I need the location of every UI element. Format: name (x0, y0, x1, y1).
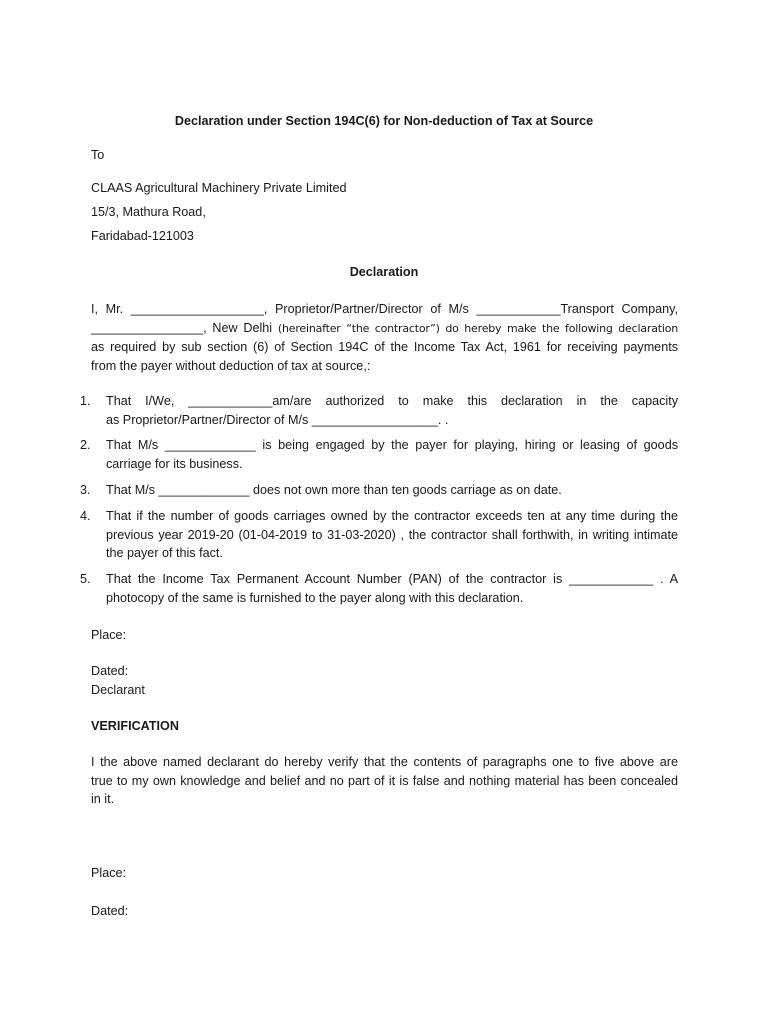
list-item-body (106, 436, 678, 473)
place-label: Place: (91, 628, 127, 642)
list-item-line: That the Income Tax Permanent Account Number (PAN) of the contractor is ____________ . A (106, 572, 678, 586)
verification-heading: VERIFICATION (91, 719, 179, 733)
intro-line-2-part-2: (hereinafter “the contractor”) do hereby make the following declaration (277, 321, 679, 335)
intro-line-2 (91, 319, 678, 339)
intro-line-3: as required by sub section (6) of Section 194C of the Income Tax Act, 1961 for receiving payments (91, 340, 678, 354)
verification-line-1: I the above named declarant do hereby verify that the contents of paragraphs one to five above are (91, 755, 678, 769)
verification-line-3: in it. (91, 792, 115, 806)
address-line-2: 15/3, Mathura Road, (91, 205, 206, 219)
place-label-2: Place: (91, 866, 127, 880)
intro-paragraph (91, 300, 678, 375)
dated-label: Dated: (91, 664, 129, 678)
intro-line-4: from the payer without deduction of tax at source,: (91, 358, 371, 373)
declarant-label: Declarant (91, 683, 145, 697)
list-item-line: previous year 2019-20 (01-04-2019 to 31-03-2020) , the contractor shall forthwith, in writing intimate (106, 527, 678, 542)
list-item-number: 2. (80, 438, 91, 452)
list-item-line: That M/s _____________ is being engaged by the payer for playing, hiring or leasing of goods (106, 438, 678, 452)
verification-line-2: true to my own knowledge and belief and no part of it is false and nothing material has been concealed (91, 773, 678, 788)
dated-label-2: Dated: (91, 904, 129, 918)
list-item-line: the payer of this fact. (106, 546, 223, 560)
intro-line-2-part-1: ________________, New Delhi (91, 320, 273, 335)
list-item-line: photocopy of the same is furnished to the payer along with this declaration. (106, 590, 524, 605)
list-item-body (106, 570, 678, 607)
document-title: Declaration under Section 194C(6) for Non-deduction of Tax at Source (174, 114, 594, 128)
list-item-body (106, 481, 678, 500)
list-item-body (106, 392, 678, 429)
list-item-number: 5. (80, 572, 91, 586)
address-line-1: CLAAS Agricultural Machinery Private Limited (91, 181, 347, 195)
list-item-number: 1. (80, 394, 91, 408)
intro-line-1: I, Mr. ___________________, Proprietor/Partner/Director of M/s ____________Transport Company, (91, 302, 678, 316)
address-line-3: Faridabad-121003 (91, 229, 194, 243)
to-label: To (91, 148, 105, 162)
list-item-line: That M/s _____________ does not own more than ten goods carriage as on date. (106, 483, 562, 497)
declaration-heading: Declaration (349, 265, 419, 279)
list-item-line: That I/We, ____________am/are authorized to make this declaration in the capacity (106, 394, 678, 408)
list-item-body (106, 507, 678, 563)
list-item-number: 3. (80, 483, 91, 497)
verification-paragraph (91, 753, 678, 809)
list-item-line: carriage for its business. (106, 456, 243, 471)
list-item-line: That if the number of goods carriages owned by the contractor exceeds ten at any time during the (106, 509, 678, 523)
list-item-number: 4. (80, 509, 91, 523)
list-item-line: as Proprietor/Partner/Director of M/s __________________. . (106, 412, 449, 427)
